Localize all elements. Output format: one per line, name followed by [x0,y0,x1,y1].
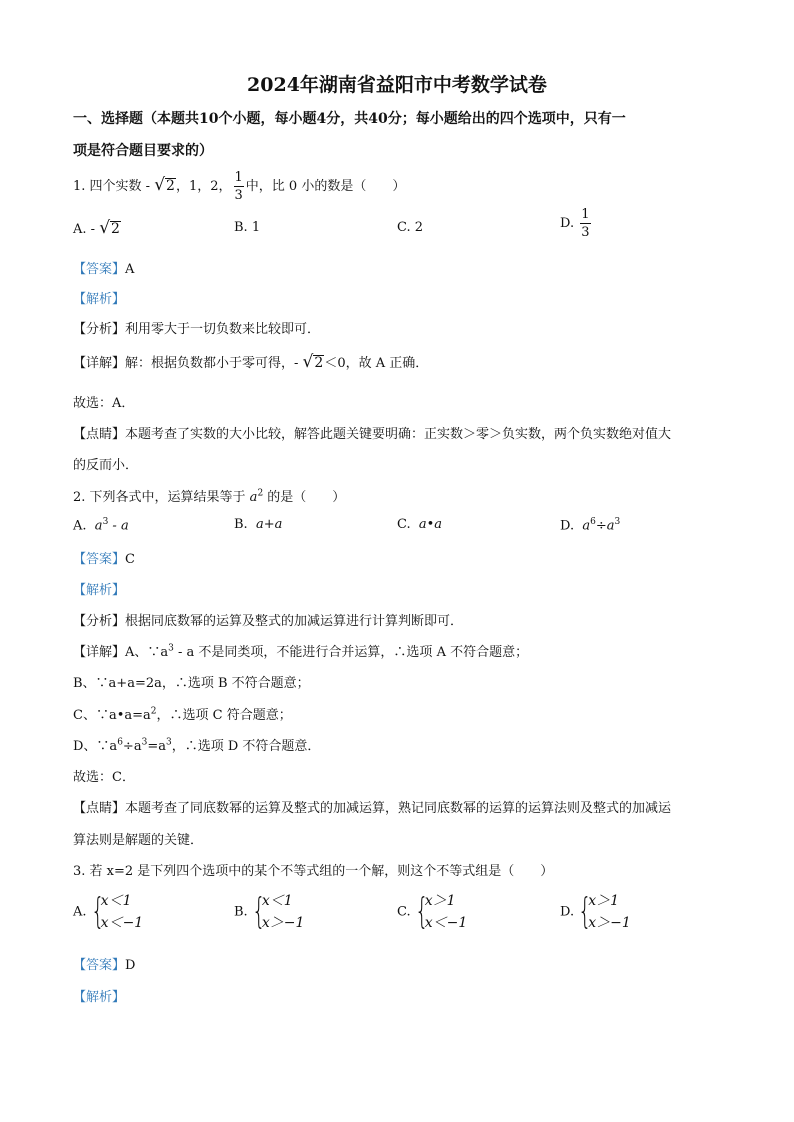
q1-choose: 故选：A． [73,396,135,411]
q1-answer: 【答案】A [73,262,135,277]
q2-choose: 故选：C． [73,770,135,785]
q3-option-d: D. { x＞1 x＞−1 [560,891,631,932]
q2-answer: 【答案】C [73,552,135,567]
q1-option-a: A. - √2 [73,218,120,238]
q2-analysis-tag: 【解析】 [73,583,126,598]
q2-detail-b: B、∵a+a=2a，∴选项 B 不符合题意； [73,676,310,691]
q2-fenxi: 【分析】根据同底数幂的运算及整式的加减运算进行计算判断即可． [73,614,464,629]
q2-option-b: B. a+a [234,517,283,532]
q1-comment-line1: 【点睛】本题考查了实数的大小比较，解答此题关键要明确：正实数＞零＞负实数，两个负实数绝对值大 [73,427,672,442]
q1-option-d: D. $\frac{1}{3}$ [560,207,590,240]
q2-option-d: D. $a^6\div a^3$ [560,517,621,534]
q1-comment-line2: 的反而小． [73,458,139,473]
q3-option-c: C. { x＞1 x＜−1 [397,891,468,932]
q2-option-c: C. a•a [397,517,443,532]
q1-analysis-tag: 【解析】 [73,292,126,307]
q2-option-a: A. $a^3$ - a [73,517,129,534]
inequality-system: { x＞1 x＜−1 [414,891,468,932]
q1-option-c: C. 2 [397,220,424,235]
inequality-system: { x＞1 x＞−1 [578,891,631,932]
sqrt-symbol: √2 [154,175,175,195]
q3-analysis-tag: 【解析】 [73,990,126,1005]
q1-fenxi: 【分析】利用零大于一切负数来比较即可． [73,322,321,337]
fraction: $\frac{1}{3}$ [234,170,243,203]
q3-stem: 3. 若 x=2 是下列四个选项中的某个不等式组的一个解，则这个不等式组是（ ） [73,864,554,879]
q3-option-a: A. { x＜1 x＜−1 [73,891,144,932]
q2-stem: 2. 下列各式中，运算结果等于 $a^2$ 的是（ ） [73,488,346,505]
q2-detail-c: C、$\because a•a=a^2$，∴选项 C 符合题意； [73,706,292,723]
q1-option-b: B. 1 [234,220,261,235]
q2-detail-d: D、$\because a^6\div a^3=a^3$，∴选项 D 不符合题意． [73,737,321,754]
q2-comment-line1: 【点睛】本题考查了同底数幂的运算及整式的加减运算，熟记同底数幂的运算的运算法则及整式的加减运 [73,801,672,816]
q1-stem: 1. 四个实数 - √2，1，2， $\frac{1}{3}$ 中，比 0 小的数是（ ） [73,170,406,203]
section-heading-line2: 项是符合题目要求的） [73,143,213,159]
section-heading-line1: 一、选择题（本题共10个小题，每小题4分，共40分；每小题给出的四个选项中，只有一 [73,111,626,127]
inequality-system: { x＜1 x＜−1 [90,891,144,932]
q2-comment-line2: 算法则是解题的关键． [73,833,204,848]
q3-answer: 【答案】D [73,958,136,973]
q1-detail: 【详解】解：根据负数都小于零可得，- √2＜0，故 A 正确． [73,352,429,372]
page-title: 2024年湖南省益阳市中考数学试卷 [247,74,547,96]
q3-option-b: B. { x＜1 x＞−1 [234,891,305,932]
inequality-system: { x＜1 x＞−1 [251,891,305,932]
q2-detail-a: 【详解】A、$\because a^3$ - a 不是同类项，不能进行合并运算，∴选项 A 不符合题意； [73,643,529,660]
